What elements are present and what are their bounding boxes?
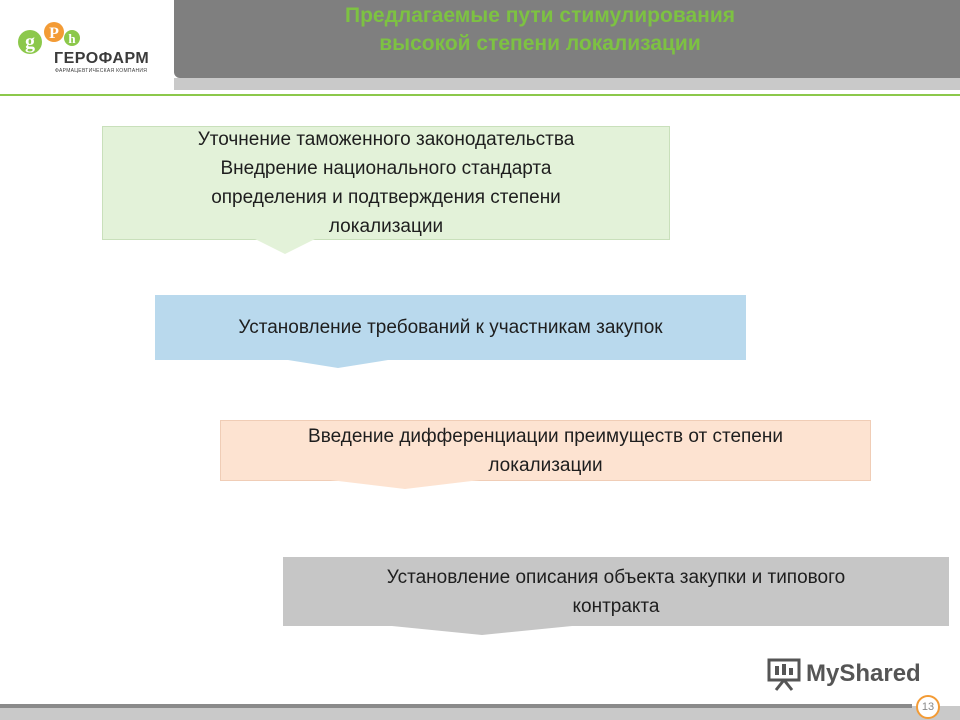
- step-4-line-1: Установление описания объекта закупки и типового: [386, 566, 846, 588]
- logo: [0, 0, 172, 90]
- step-1-line-3: определения и подтверждения степени: [211, 187, 561, 208]
- step-3-line-1: Введение дифференциации преимуществ от степени: [308, 425, 783, 447]
- watermark-text: MyShared: [806, 660, 921, 687]
- step-1-arrow-icon: [255, 239, 315, 254]
- svg-text:h: h: [68, 31, 76, 46]
- footer-bar-accent: [0, 704, 912, 708]
- logo-wordmark: ГЕРОФАРМ: [54, 50, 150, 67]
- page-number: 13: [916, 695, 940, 719]
- watermark: [766, 656, 921, 692]
- title-line-1: Предлагаемые пути стимулирования: [344, 4, 735, 27]
- svg-text:P: P: [49, 25, 59, 42]
- step-box-4: [283, 557, 949, 626]
- header-bar-shadow: [174, 78, 960, 90]
- title-line-2: высокой степени локализации: [379, 32, 701, 55]
- step-3-arrow-icon: [330, 480, 480, 489]
- step-box-3: [220, 420, 871, 481]
- presentation-board-icon: [766, 657, 802, 691]
- step-1-line-2: Внедрение национального стандарта: [220, 158, 552, 179]
- step-4-arrow-icon: [392, 626, 572, 635]
- step-4-line-2: контракта: [572, 595, 660, 617]
- footer-bar: [0, 706, 960, 720]
- page-title: [174, 2, 906, 58]
- header-divider: [0, 94, 960, 96]
- step-box-2: [155, 295, 746, 360]
- svg-text:g: g: [25, 31, 35, 53]
- step-1-line-1: Уточнение таможенного законодательства: [197, 129, 575, 150]
- step-3-line-2: локализации: [488, 454, 603, 476]
- logo-subtitle: ФАРМАЦЕВТИЧЕСКАЯ КОМПАНИЯ: [55, 68, 148, 74]
- step-box-1: [102, 126, 670, 240]
- step-2-arrow-icon: [288, 360, 388, 368]
- step-2-line-1: Установление требований к участникам закупок: [238, 317, 663, 338]
- step-1-line-4: локализации: [328, 216, 444, 237]
